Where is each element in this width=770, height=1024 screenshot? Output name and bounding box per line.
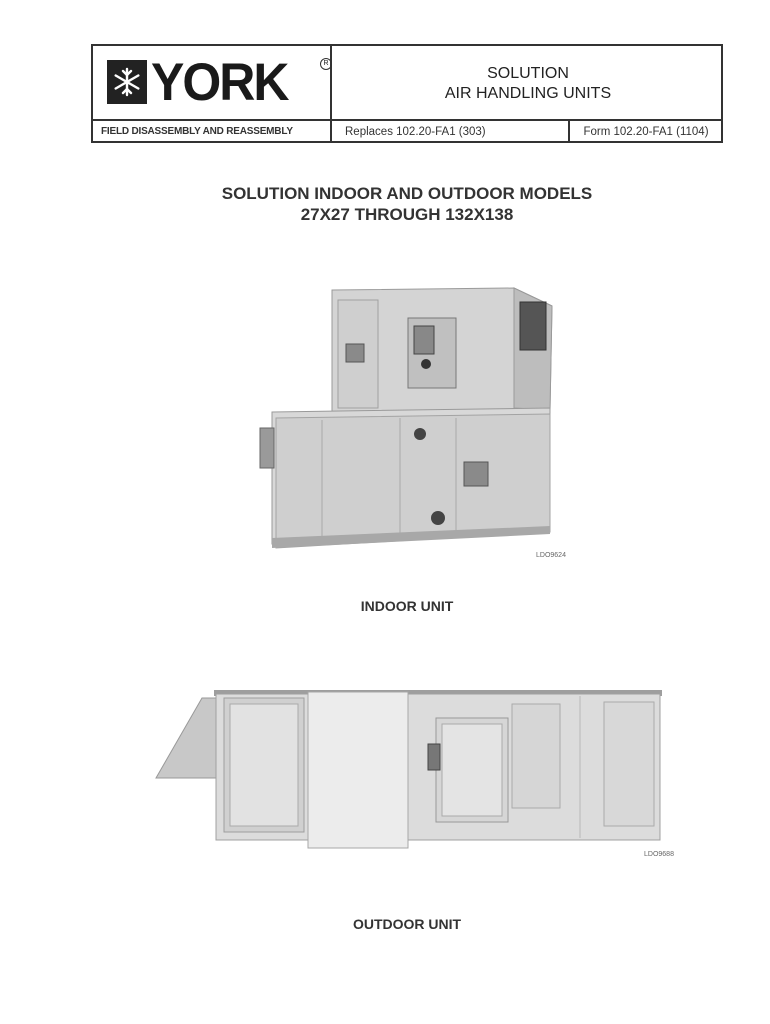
header-divider <box>568 119 570 143</box>
document-header <box>91 44 723 143</box>
logo-wordmark: YORK <box>151 52 288 112</box>
replaces-label: Replaces 102.20-FA1 (303) <box>345 126 486 138</box>
header-title-line2: AIR HANDLING UNITS <box>444 85 612 102</box>
header-title-line1: SOLUTION <box>487 65 569 82</box>
figure-caption: OUTDOOR UNIT <box>352 916 462 932</box>
form-number: Form 102.20-FA1 (1104) <box>583 126 709 138</box>
section-label: FIELD DISASSEMBLY AND REASSEMBLY <box>101 126 293 137</box>
figure-code: LDO9624 <box>536 552 566 559</box>
page-title-line2: 27X27 THROUGH 132X138 <box>300 205 514 224</box>
indoor-unit-photo <box>250 282 570 562</box>
page-title <box>91 183 723 225</box>
registered-mark: R <box>320 58 332 70</box>
figure-code: LDO9688 <box>644 851 674 858</box>
page-title-line1: SOLUTION INDOOR AND OUTDOOR MODELS <box>221 184 593 203</box>
figure-caption: INDOOR UNIT <box>360 598 454 614</box>
york-logo <box>107 52 329 112</box>
header-title <box>333 64 723 104</box>
outdoor-unit-photo <box>150 682 670 852</box>
snowflake-icon <box>107 60 147 104</box>
